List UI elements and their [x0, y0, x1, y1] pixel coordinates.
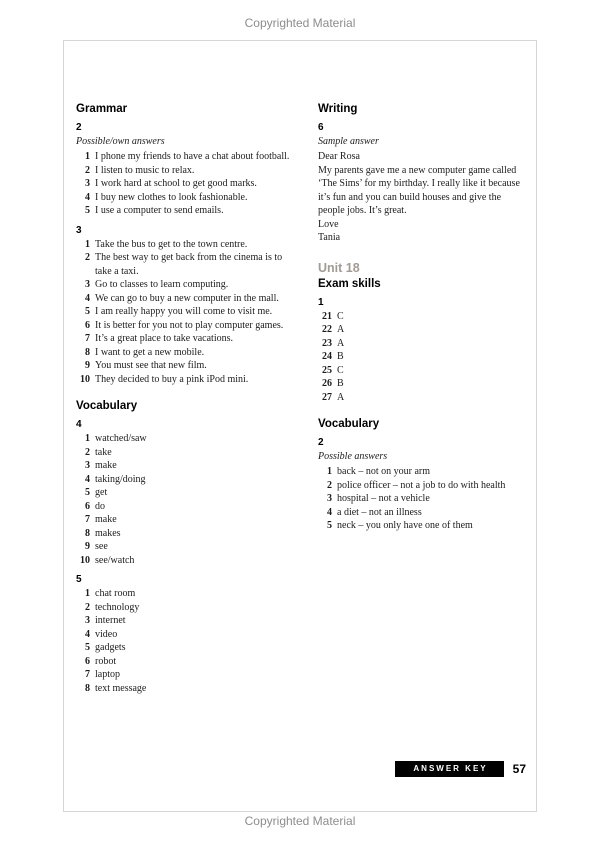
item-number: 2	[85, 164, 90, 176]
list-item	[76, 432, 300, 446]
list-item	[76, 191, 300, 205]
answer-letter: B	[337, 378, 344, 389]
item-text: taking/doing	[95, 473, 146, 485]
item-number: 9	[85, 360, 90, 371]
item-number: 7	[85, 333, 90, 344]
item-number: 9	[85, 541, 90, 552]
item-number: 4	[327, 506, 332, 518]
list-item	[76, 540, 300, 554]
list-item	[76, 587, 300, 601]
list-item	[76, 641, 300, 655]
answer-letter: C	[337, 364, 344, 376]
list-item	[76, 527, 300, 541]
item-number: 6	[85, 655, 90, 667]
grammar-ex2-list	[76, 150, 300, 218]
item-text: I listen to music to relax.	[95, 164, 195, 176]
list-item	[76, 486, 300, 500]
item-text: a diet – not an illness	[337, 506, 422, 518]
exercise-number-6: 6	[318, 122, 324, 133]
answer-row	[318, 350, 530, 364]
list-item	[76, 500, 300, 514]
item-number: 2	[85, 601, 90, 613]
page-number: 57	[512, 762, 526, 776]
item-number: 7	[85, 669, 90, 680]
item-number: 3	[85, 460, 90, 471]
list-item	[76, 150, 300, 164]
item-number: 10	[80, 373, 90, 385]
item-text: make	[95, 514, 117, 525]
question-number: 26	[322, 378, 332, 389]
vocabulary-2-heading: Vocabulary	[318, 418, 380, 430]
list-item	[76, 373, 300, 387]
list-item	[318, 519, 530, 533]
vocabulary-2-list	[318, 465, 530, 533]
exam-skills-heading: Exam skills	[318, 277, 381, 290]
list-item	[76, 614, 300, 628]
item-text: text message	[95, 682, 147, 694]
item-text: Take the bus to get to the town centre.	[95, 238, 248, 250]
item-text: technology	[95, 601, 140, 613]
book-page	[63, 40, 537, 812]
item-text: Go to classes to learn computing.	[95, 279, 229, 290]
item-text: make	[95, 460, 117, 471]
item-number: 10	[80, 554, 90, 566]
item-number: 6	[85, 500, 90, 512]
item-number: 1	[85, 238, 90, 250]
item-number: 2	[85, 252, 90, 263]
item-text: hospital – not a vehicle	[337, 493, 430, 504]
list-item	[76, 601, 300, 615]
writing-heading: Writing	[318, 103, 358, 115]
question-number: 23	[322, 337, 332, 349]
item-number: 5	[85, 205, 90, 216]
sample-answer-text	[318, 150, 530, 245]
item-number: 6	[85, 319, 90, 331]
vocabulary-ex5-list	[76, 587, 300, 695]
answer-letter: B	[337, 351, 344, 362]
item-number: 1	[327, 466, 332, 477]
item-number: 2	[85, 446, 90, 458]
right-column	[318, 103, 530, 697]
exercise-number-4: 4	[76, 419, 82, 430]
grammar-heading: Grammar	[76, 103, 128, 115]
list-item	[76, 655, 300, 669]
exercise-number-2b: 2	[318, 437, 324, 448]
item-text: You must see that new film.	[95, 360, 207, 371]
list-item	[76, 305, 300, 319]
list-item	[76, 668, 300, 682]
exercise-6-note: Sample answer	[318, 136, 379, 147]
list-item	[318, 465, 530, 479]
item-text: laptop	[95, 669, 120, 680]
list-item	[76, 628, 300, 642]
page-content	[64, 41, 536, 697]
grammar-ex3-list	[76, 238, 300, 387]
exercise-number-3: 3	[76, 224, 82, 236]
answer-row	[318, 323, 530, 337]
list-item	[76, 446, 300, 460]
answer-row	[318, 337, 530, 351]
item-text: back – not on your arm	[337, 466, 431, 477]
item-text: see	[95, 541, 108, 552]
list-item	[76, 204, 300, 218]
list-item	[76, 459, 300, 473]
question-number: 21	[322, 310, 332, 322]
list-item	[76, 292, 300, 306]
question-number: 27	[322, 391, 332, 403]
item-text: I use a computer to send emails.	[95, 205, 224, 216]
list-item	[318, 479, 530, 493]
closing-word: Love	[318, 218, 339, 230]
copyright-notice-bottom: Copyrighted Material	[244, 814, 356, 828]
vocabulary-heading: Vocabulary	[76, 400, 138, 412]
list-item	[76, 473, 300, 487]
item-text: I am really happy you will come to visit me.	[95, 306, 273, 317]
answer-row	[318, 377, 530, 391]
item-number: 8	[85, 346, 90, 358]
item-text: video	[95, 628, 118, 640]
copyright-notice-top: Copyrighted Material	[244, 16, 356, 30]
item-text: get	[95, 487, 108, 498]
list-item	[318, 506, 530, 520]
item-number: 1	[85, 151, 90, 162]
unit-18-heading: Unit 18	[318, 260, 360, 275]
list-item	[76, 319, 300, 333]
exercise-number-2: 2	[76, 122, 82, 133]
item-text: I phone my friends to have a chat about football.	[95, 151, 290, 162]
item-text: see/watch	[95, 554, 135, 566]
item-text: internet	[95, 615, 126, 626]
answer-key-banner: ANSWER KEY	[395, 761, 503, 777]
answer-row	[318, 391, 530, 405]
list-item	[76, 513, 300, 527]
item-text: It is better for you not to play computer games.	[95, 319, 284, 331]
left-column	[76, 103, 300, 697]
item-text: makes	[95, 527, 121, 539]
question-number: 22	[322, 324, 332, 335]
item-number: 5	[327, 520, 332, 531]
item-number: 8	[85, 682, 90, 694]
list-item	[76, 332, 300, 346]
list-item	[76, 251, 300, 278]
item-text: neck – you only have one of them	[337, 520, 473, 531]
answer-row	[318, 310, 530, 324]
list-item	[76, 682, 300, 696]
item-number: 4	[85, 191, 90, 203]
exam-skills-answers-list	[318, 310, 530, 405]
exercise-number-5: 5	[76, 574, 82, 585]
item-text: do	[95, 500, 105, 512]
item-text: The best way to get back from the cinema is to take a taxi.	[95, 252, 283, 277]
list-item	[76, 554, 300, 568]
closing-name: Tania	[318, 232, 341, 243]
item-text: It’s a great place to take vacations.	[95, 333, 233, 344]
item-text: chat room	[95, 588, 136, 599]
answer-row	[318, 364, 530, 378]
item-text: I buy new clothes to look fashionable.	[95, 191, 248, 203]
answer-letter: C	[337, 310, 344, 322]
item-number: 2	[327, 479, 332, 491]
list-item	[76, 177, 300, 191]
list-item	[76, 346, 300, 360]
question-number: 25	[322, 364, 332, 376]
item-number: 5	[85, 487, 90, 498]
answer-letter: A	[337, 391, 345, 403]
item-text: gadgets	[95, 642, 126, 653]
list-item	[76, 238, 300, 252]
item-text: police officer – not a job to do with health	[337, 479, 506, 491]
item-text: take	[95, 446, 112, 458]
item-number: 7	[85, 514, 90, 525]
item-number: 4	[85, 628, 90, 640]
salutation: Dear Rosa	[318, 151, 360, 162]
item-number: 1	[85, 433, 90, 444]
exercise-number-1: 1	[318, 296, 324, 308]
item-number: 8	[85, 527, 90, 539]
item-number: 5	[85, 642, 90, 653]
list-item	[318, 492, 530, 506]
item-number: 4	[85, 292, 90, 304]
item-text: watched/saw	[95, 433, 147, 444]
item-number: 5	[85, 306, 90, 317]
item-number: 3	[85, 615, 90, 626]
item-number: 1	[85, 588, 90, 599]
exercise-2b-note: Possible answers	[318, 451, 388, 462]
answer-letter: A	[337, 324, 345, 335]
list-item	[76, 164, 300, 178]
list-item	[76, 278, 300, 292]
item-number: 4	[85, 473, 90, 485]
item-text: I work hard at school to get good marks.	[95, 178, 257, 189]
vocabulary-ex4-list	[76, 432, 300, 567]
item-text: We can go to buy a new computer in the mall.	[95, 292, 279, 304]
question-number: 24	[322, 351, 332, 362]
page-footer	[395, 761, 526, 777]
item-text: They decided to buy a pink iPod mini.	[95, 373, 249, 385]
item-number: 3	[85, 279, 90, 290]
item-number: 3	[327, 493, 332, 504]
answer-letter: A	[337, 337, 345, 349]
answer-paragraph: My parents gave me a new computer game called ‘The Sims’ for my birthday. I really like it because it’s fun and you can build houses and give the people jobs. It’s great.	[318, 164, 520, 216]
item-number: 3	[85, 178, 90, 189]
item-text: robot	[95, 655, 117, 667]
list-item	[76, 359, 300, 373]
exercise-2-note: Possible/own answers	[76, 136, 165, 147]
item-text: I want to get a new mobile.	[95, 346, 205, 358]
